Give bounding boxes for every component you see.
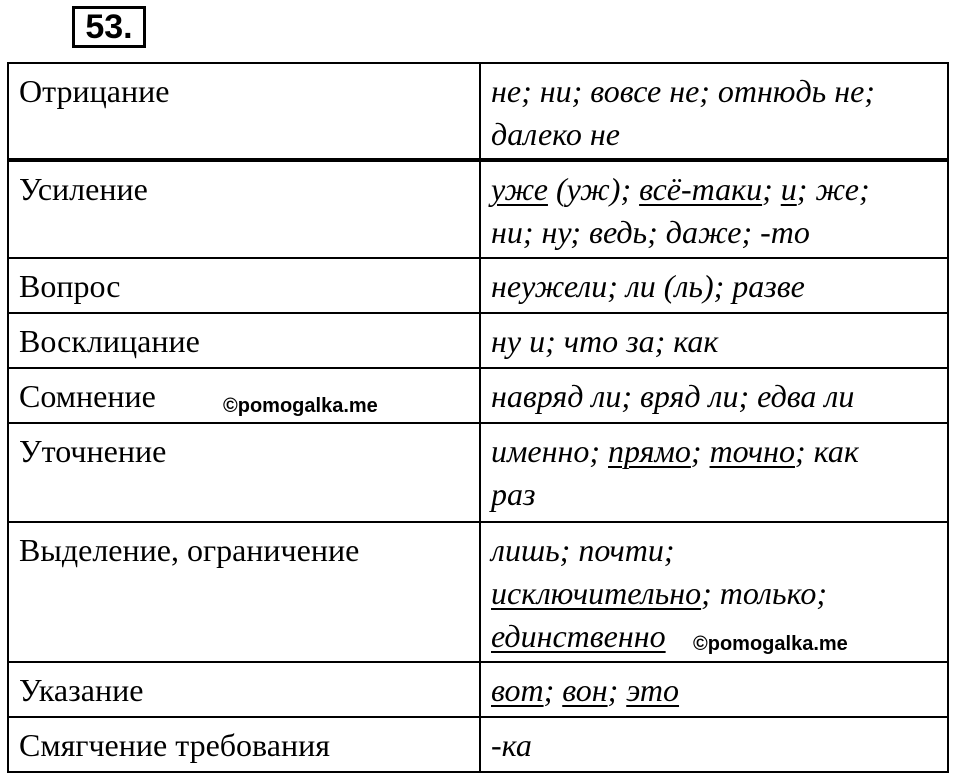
term-cell: Смягчение требования: [8, 717, 480, 772]
particles-text: ; как: [794, 433, 859, 469]
underlined-particle: это: [626, 672, 680, 708]
particles-line: далеко не: [491, 116, 620, 152]
particles-cell: [480, 161, 948, 258]
particles-text: ;: [690, 433, 710, 469]
table-row: [8, 662, 948, 717]
underlined-particle: уже: [491, 171, 548, 207]
underlined-particle: исключительно: [491, 575, 702, 611]
particles-text: ;: [543, 672, 563, 708]
underlined-particle: точно: [709, 433, 795, 469]
underlined-particle: вот: [491, 672, 544, 708]
term-label: Сомнение: [19, 378, 156, 414]
particles-text: лишь; почти;: [491, 532, 675, 568]
particles-text: именно;: [491, 433, 609, 469]
particles-line: раз: [491, 476, 536, 512]
watermark: ©pomogalka.me: [223, 395, 378, 417]
underlined-particle: вон: [562, 672, 608, 708]
term-cell: Вопрос: [8, 258, 480, 313]
particles-text: ;: [762, 171, 781, 207]
term-cell: Уточнение: [8, 423, 480, 522]
table-row: [8, 63, 948, 159]
particles-cell: ну и; что за; как: [480, 313, 948, 368]
particles-cell: неужели; ли (ль); разве: [480, 258, 948, 313]
particles-cell: [480, 423, 948, 522]
table-row: [8, 161, 948, 258]
watermark: ©pomogalka.me: [693, 633, 848, 655]
table-part-2: [7, 160, 949, 773]
table-row: [8, 522, 948, 662]
term-cell: Усиление: [8, 161, 480, 258]
table-row: [8, 258, 948, 313]
particles-text: ;: [607, 672, 627, 708]
particles-text: ; же;: [796, 171, 870, 207]
particles-cell: [480, 662, 948, 717]
term-cell: Указание: [8, 662, 480, 717]
particles-line: не; ни; вовсе не; отнюдь не;: [491, 73, 875, 109]
term-cell: Отрицание: [8, 63, 480, 159]
underlined-particle: и: [780, 171, 797, 207]
table-row: [8, 717, 948, 772]
term-cell: Восклицание: [8, 313, 480, 368]
table-part-1: [7, 62, 949, 160]
table-row: [8, 313, 948, 368]
exercise-number: 53.: [72, 6, 146, 48]
particles-line: ни; ну; ведь; даже; -то: [491, 214, 810, 250]
particles-cell: [480, 63, 948, 159]
particles-cell: -ка: [480, 717, 948, 772]
term-cell: Выделение, ограничение: [8, 522, 480, 662]
particles-cell: навряд ли; вряд ли; едва ли: [480, 368, 948, 423]
particles-text: ; только;: [701, 575, 827, 611]
particles-cell: [480, 522, 948, 662]
term-cell: [8, 368, 480, 423]
underlined-particle: прямо: [608, 433, 691, 469]
table-row: [8, 368, 948, 423]
particles-text: (уж);: [547, 171, 640, 207]
underlined-particle: единственно: [491, 618, 666, 654]
underlined-particle: всё-таки: [639, 171, 763, 207]
table-row: [8, 423, 948, 522]
